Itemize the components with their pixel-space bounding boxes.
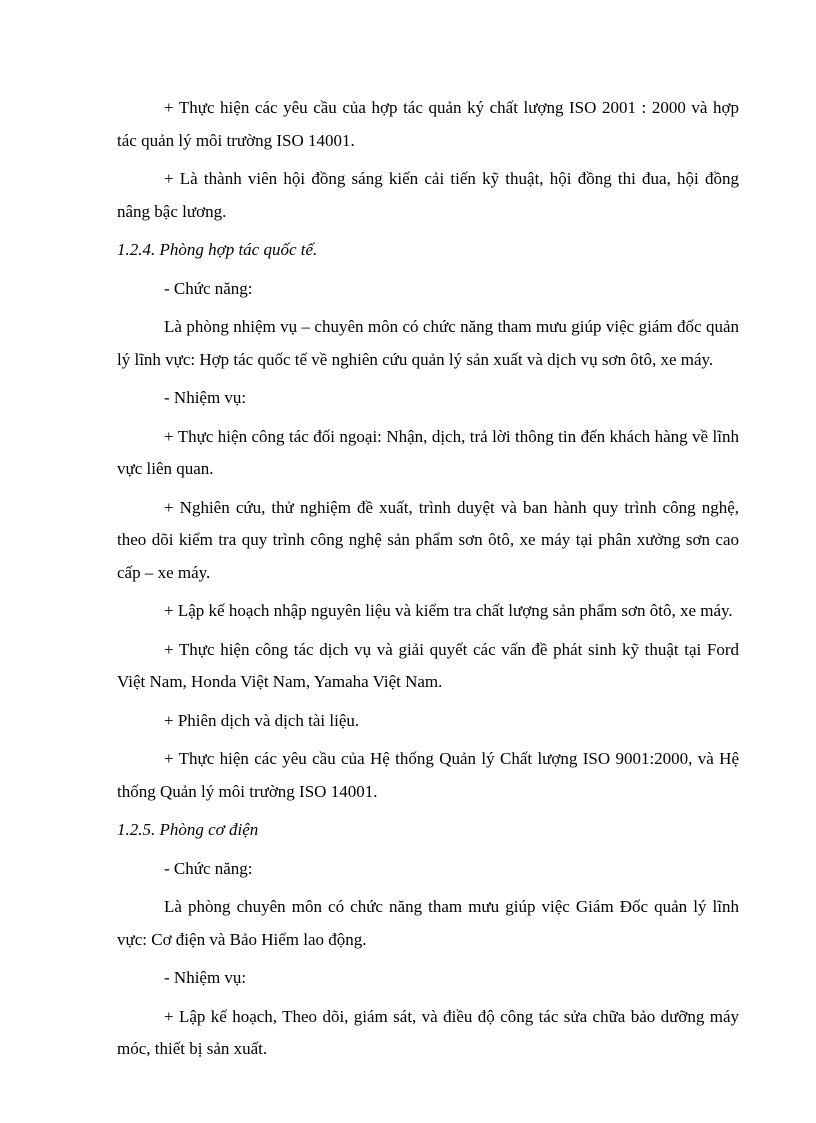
label-duties-2: - Nhiệm vụ: (164, 968, 247, 987)
bullet-maintenance-plan: + Lập kế hoạch, Theo dõi, giám sát, và điều độ công tác sửa chữa bảo dưỡng máy móc, thiết bị sản xuất. (117, 1006, 739, 1058)
heading-international-cooperation: 1.2.4. Phòng hợp tác quốc tế. (117, 240, 318, 259)
bullet-research-testing: + Nghiên cứu, thử nghiệm đề xuất, trình duyệt và ban hành quy trình công nghệ, theo dõi kiểm tra quy trình công nghệ sản phẩm sơn ôtô, xe máy tại phân xưởng sơn cao cấp – xe máy. (117, 497, 739, 582)
functions-international-cooperation: Là phòng nhiệm vụ – chuyên môn có chức năng tham mưu giúp việc giám đốc quản lý lĩnh vực: Hợp tác quốc tế về nghiên cứu quản lý sản xuất và dịch vụ sơn ôtô, xe máy. (117, 317, 739, 369)
label-functions-2: - Chức năng: (164, 858, 253, 878)
document-body (117, 92, 739, 1072)
bullet-council-member: + Là thành viên hội đồng sáng kiến cải tiến kỹ thuật, hội đồng thi đua, hội đồng nâng bậc lương. (117, 169, 739, 221)
bullet-service-issues: + Thực hiện công tác dịch vụ và giải quyết các vấn đề phát sinh kỹ thuật tại Ford Việt Nam, Honda Việt Nam, Yamaha Việt Nam. (117, 639, 739, 691)
heading-electromechanical: 1.2.5. Phòng cơ điện (117, 820, 259, 839)
bullet-iso-2001: + Thực hiện các yêu cầu của hợp tác quản ký chất lượng ISO 2001 : 2000 và hợp tác quản lý môi trường ISO 14001. (117, 98, 739, 150)
bullet-iso-9001: + Thực hiện các yêu cầu của Hệ thống Quản lý Chất lượng ISO 9001:2000, và Hệ thống Quản lý môi trường ISO 14001. (117, 749, 739, 801)
label-duties-1: - Nhiệm vụ: (164, 388, 247, 407)
bullet-import-plan: + Lập kế hoạch nhập nguyên liệu và kiểm tra chất lượng sản phẩm sơn ôtô, xe máy. (164, 601, 733, 620)
bullet-translation: + Phiên dịch và dịch tài liệu. (164, 710, 360, 730)
bullet-foreign-affairs: + Thực hiện công tác đối ngoại: Nhận, dịch, trả lời thông tin đến khách hàng về lĩnh vực liên quan. (117, 426, 739, 478)
functions-electromechanical: Là phòng chuyên môn có chức năng tham mưu giúp việc Giám Đốc quản lý lĩnh vực: Cơ điện và Bảo Hiểm lao động. (117, 897, 739, 949)
label-functions-1: - Chức năng: (164, 278, 253, 298)
